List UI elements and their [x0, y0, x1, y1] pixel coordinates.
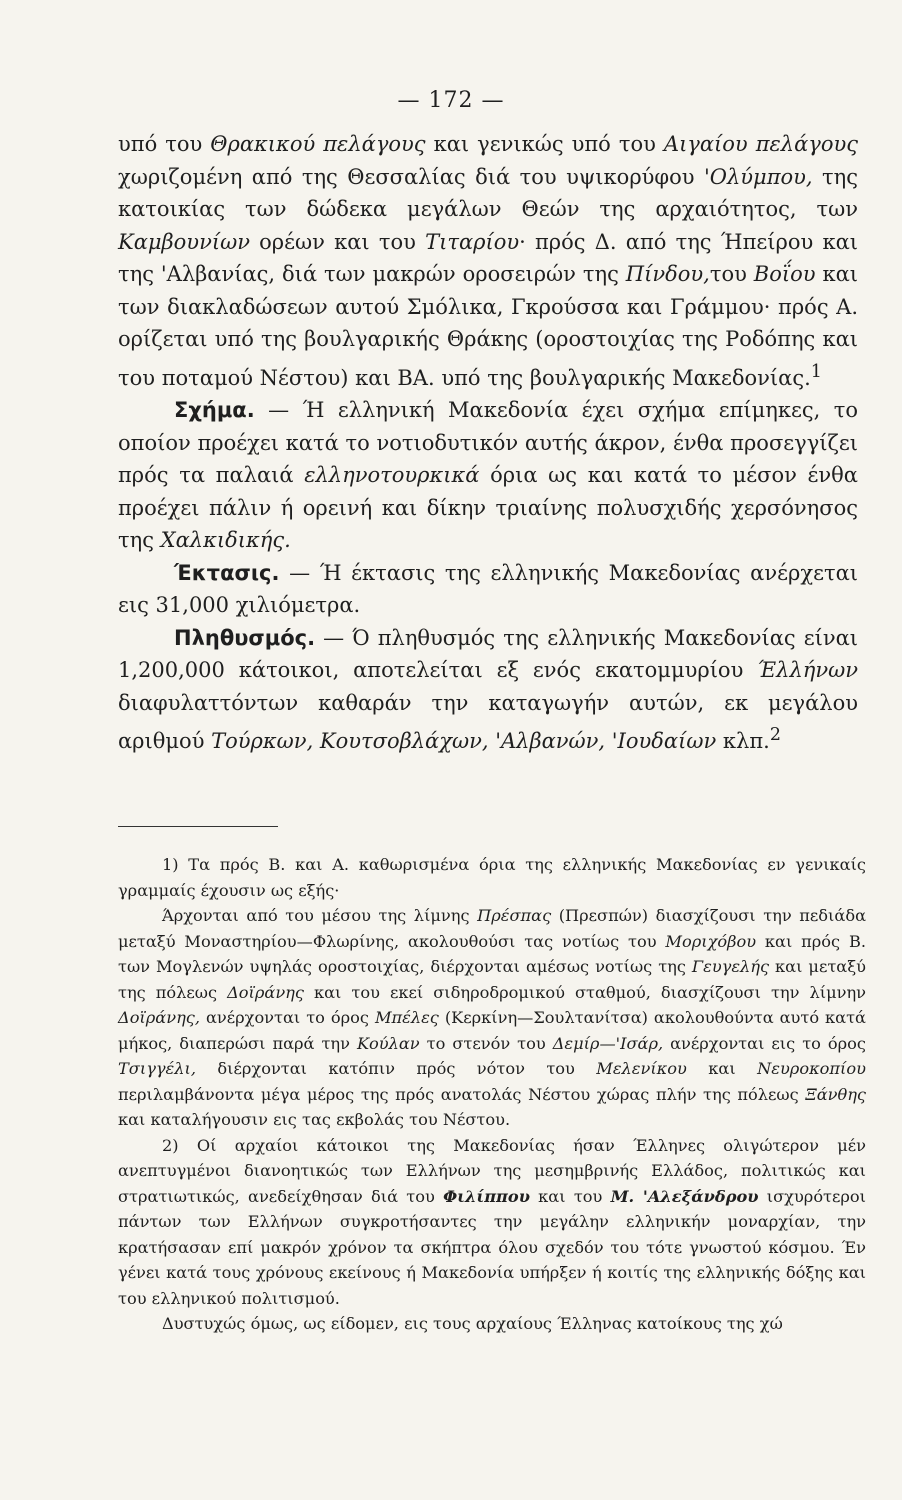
italic-run: Θρακικού πελάγους — [210, 132, 426, 156]
section-heading: Έκτασις. — [174, 560, 280, 585]
text-run: της κατοικίας των δώδεκα μεγάλων Θεών της αρχαιότητος, των — [118, 164, 858, 221]
footnotes — [118, 852, 866, 1337]
text-run: και γενικώς υπό του — [425, 132, 664, 156]
main-text — [118, 128, 858, 758]
text-run: διέρχονται κατόπιν πρός νότον του — [195, 1059, 597, 1078]
italic-run: ελληνοτουρκικά — [304, 463, 480, 487]
text-run: και μεταξύ της πόλεως — [118, 957, 866, 1002]
text-run: — Ή ελληνική Μακεδονία έχει σχήμα επίμηκες, το οποίον προέχει κατά το νοτιοδυτικόν αυτής άκρον, ένθα προσεγγίζει πρός τα παλαιά — [118, 398, 858, 487]
text-run: ανέρχονται το όρος — [199, 1008, 375, 1027]
text-run: χωριζομένη από της Θεσσαλίας διά του υψικορύφου — [118, 164, 704, 189]
text-run: — Ό πληθυσμός της ελληνικής Μακεδονίας είναι 1,200,000 κάτοικοι, αποτελείται εξ ενός εκατομμυρίου — [118, 625, 858, 682]
footnote-ref: 2 — [769, 725, 781, 745]
paragraph-population — [118, 622, 858, 758]
footnote-divider — [118, 826, 278, 827]
footnote-2 — [118, 1133, 866, 1312]
text-run: του — [709, 262, 754, 286]
italic-run: Πίνδου, — [625, 262, 710, 286]
italic-run: Νευροκοπίου — [757, 1059, 866, 1078]
section-heading: Σχήμα. — [174, 398, 255, 422]
text-run: διαφυλαττόντων καθαράν την καταγωγήν αυτών, εκ μεγάλου αριθμού — [118, 690, 858, 753]
italic-run: Αιγαίου πελάγους — [663, 132, 858, 156]
text-run: ανέρχονται εις το όρος — [663, 1033, 866, 1053]
paragraph-borders — [118, 128, 858, 394]
footnote-2-continued — [118, 1311, 866, 1337]
text-run: και του — [529, 1186, 611, 1206]
italic-run: Έλλήνων — [757, 658, 858, 682]
italic-run: Τιταρίου — [425, 229, 520, 254]
text-run: 1) Τα πρός Β. και Α. καθωρισμένα όρια της ελληνικής Μακεδονίας εν γενικαίς γραμμαίς έχουσιν ως εξής· — [118, 855, 866, 900]
bold-italic-run: Φιλίππου — [443, 1186, 530, 1206]
italic-run: Πρέσπας — [477, 906, 552, 925]
italic-run: Δοϊράνης — [227, 982, 304, 1002]
italic-run: Βοΐου — [753, 262, 816, 286]
italic-run: Δεμίρ—'Ισάρ, — [552, 1033, 664, 1053]
text-run: (Πρεσπών) διασχίζουσι την πεδιάδα μεταξύ Μοναστηρίου—Φλωρίνης, ακολουθούσι τας νοτίως του — [118, 906, 867, 951]
text-run: και των διακλαδώσεων αυτού Σμόλικα, Γκρούσσα και Γράμμου· πρός Α. ορίζεται υπό της βουλγαρικής Θράκης (οροστοιχίας της Ροδόπης και του ποταμού Νέστου) και ΒΑ. υπό της βουλγαρικής Μακεδονίας. — [118, 262, 858, 390]
paragraph-area — [118, 557, 858, 622]
footnote-1 — [118, 852, 866, 903]
text-run: περιλαμβάνοντα μέγα μέρος της πρός ανατολάς Νέστου χώρας πλήν της πόλεως — [118, 1084, 806, 1104]
italic-run: Δοϊράνης, — [118, 1008, 200, 1027]
italic-run: Γευγελής — [691, 957, 770, 976]
text-run: ορέων και του — [249, 229, 426, 254]
italic-run: Μελενίκου — [596, 1059, 687, 1078]
text-run: Δυστυχώς όμως, ως είδομεν, εις τους αρχαίους Έλληνας κατοίκους της χώ — [162, 1314, 783, 1333]
italic-run: Μπέλες — [374, 1008, 439, 1027]
paragraph-shape — [118, 394, 858, 557]
italic-run: Καμβουνίων — [118, 229, 250, 254]
footnote-ref: 1 — [810, 361, 822, 382]
italic-run: Κούλαν — [356, 1033, 420, 1053]
text-run: και — [686, 1059, 758, 1078]
text-run: το στενόν του — [419, 1033, 553, 1053]
text-run: (Κερκίνη—Σουλτανίτσα) ακολουθούντα αυτό κατά μήκος, διαπερώσι παρά την — [118, 1008, 866, 1053]
bold-italic-run: Μ. 'Αλεξάνδρου — [610, 1186, 759, 1206]
text-run: όρια ως και κατά το μέσον ένθα προέχει πάλιν ή ορεινή και δίκην τριαίνης πολυσχιδής χερσόνησος της — [118, 463, 858, 552]
page-number: — 172 — — [397, 88, 505, 113]
section-heading: Πληθυσμός. — [174, 625, 316, 650]
text-run: Άρχονται από του μέσου της λίμνης — [162, 906, 478, 925]
text-run: κλπ. — [716, 729, 770, 753]
text-run: υπό του — [118, 132, 211, 156]
italic-run: Μοριχόβου — [665, 931, 757, 951]
italic-run: Ξάνθης — [805, 1084, 866, 1104]
italic-run: Χαλκιδικής. — [160, 528, 291, 552]
footnote-1-body — [118, 903, 866, 1133]
italic-run: Τσιγγέλι, — [118, 1059, 196, 1078]
text-run: και του εκεί σιδηροδρομικού σταθμού, διασχίζουσι την λίμνην — [303, 982, 866, 1002]
text-run: — Ή έκτασις της ελληνικής Μακεδονίας ανέρχεται εις 31,000 χιλιόμετρα. — [118, 560, 858, 617]
text-run: ισχυρότεροι πάντων των Ελλήνων συγκροτήσαντες την μεγάλην ελληνικήν μοναρχίαν, την κρατήσασαν επί μακρόν χρόνον τα σκήπτρα όλου σχεδόν του τότε γνωστού κόσμου. Έν γένει κατά τους χρόνους εκείνους ή Μακεδονία υπήρξεν ή κοιτίς της ελληνικής δόξης και του ελληνικού πολιτισμού. — [118, 1186, 867, 1308]
text-run: · πρός Δ. από της Ήπείρου και της 'Αλβανίας, διά των μακρών οροσειρών της — [118, 229, 858, 286]
italic-run: Τούρκων, Κουτσοβλάχων, 'Αλβανών, 'Ιουδαίων — [211, 729, 717, 753]
italic-run: 'Ολύμπου, — [703, 164, 813, 189]
text-run: 2) Οί αρχαίοι κάτοικοι της Μακεδονίας ήσαν Έλληνες ολιγώτερον μέν ανεπτυγμένοι διανοητικώς των Ελλήνων της μεσημβρινής Ελλάδος, πολιτικώς και στρατιωτικώς, ανεδείχθησαν διά του — [118, 1135, 866, 1206]
text-run: και πρός Β. των Μογλενών υψηλάς οροστοιχίας, διέρχονται αμέσως νοτίως της — [118, 931, 867, 976]
text-run: και καταλήγουσιν εις τας εκβολάς του Νέστου. — [118, 1110, 511, 1129]
